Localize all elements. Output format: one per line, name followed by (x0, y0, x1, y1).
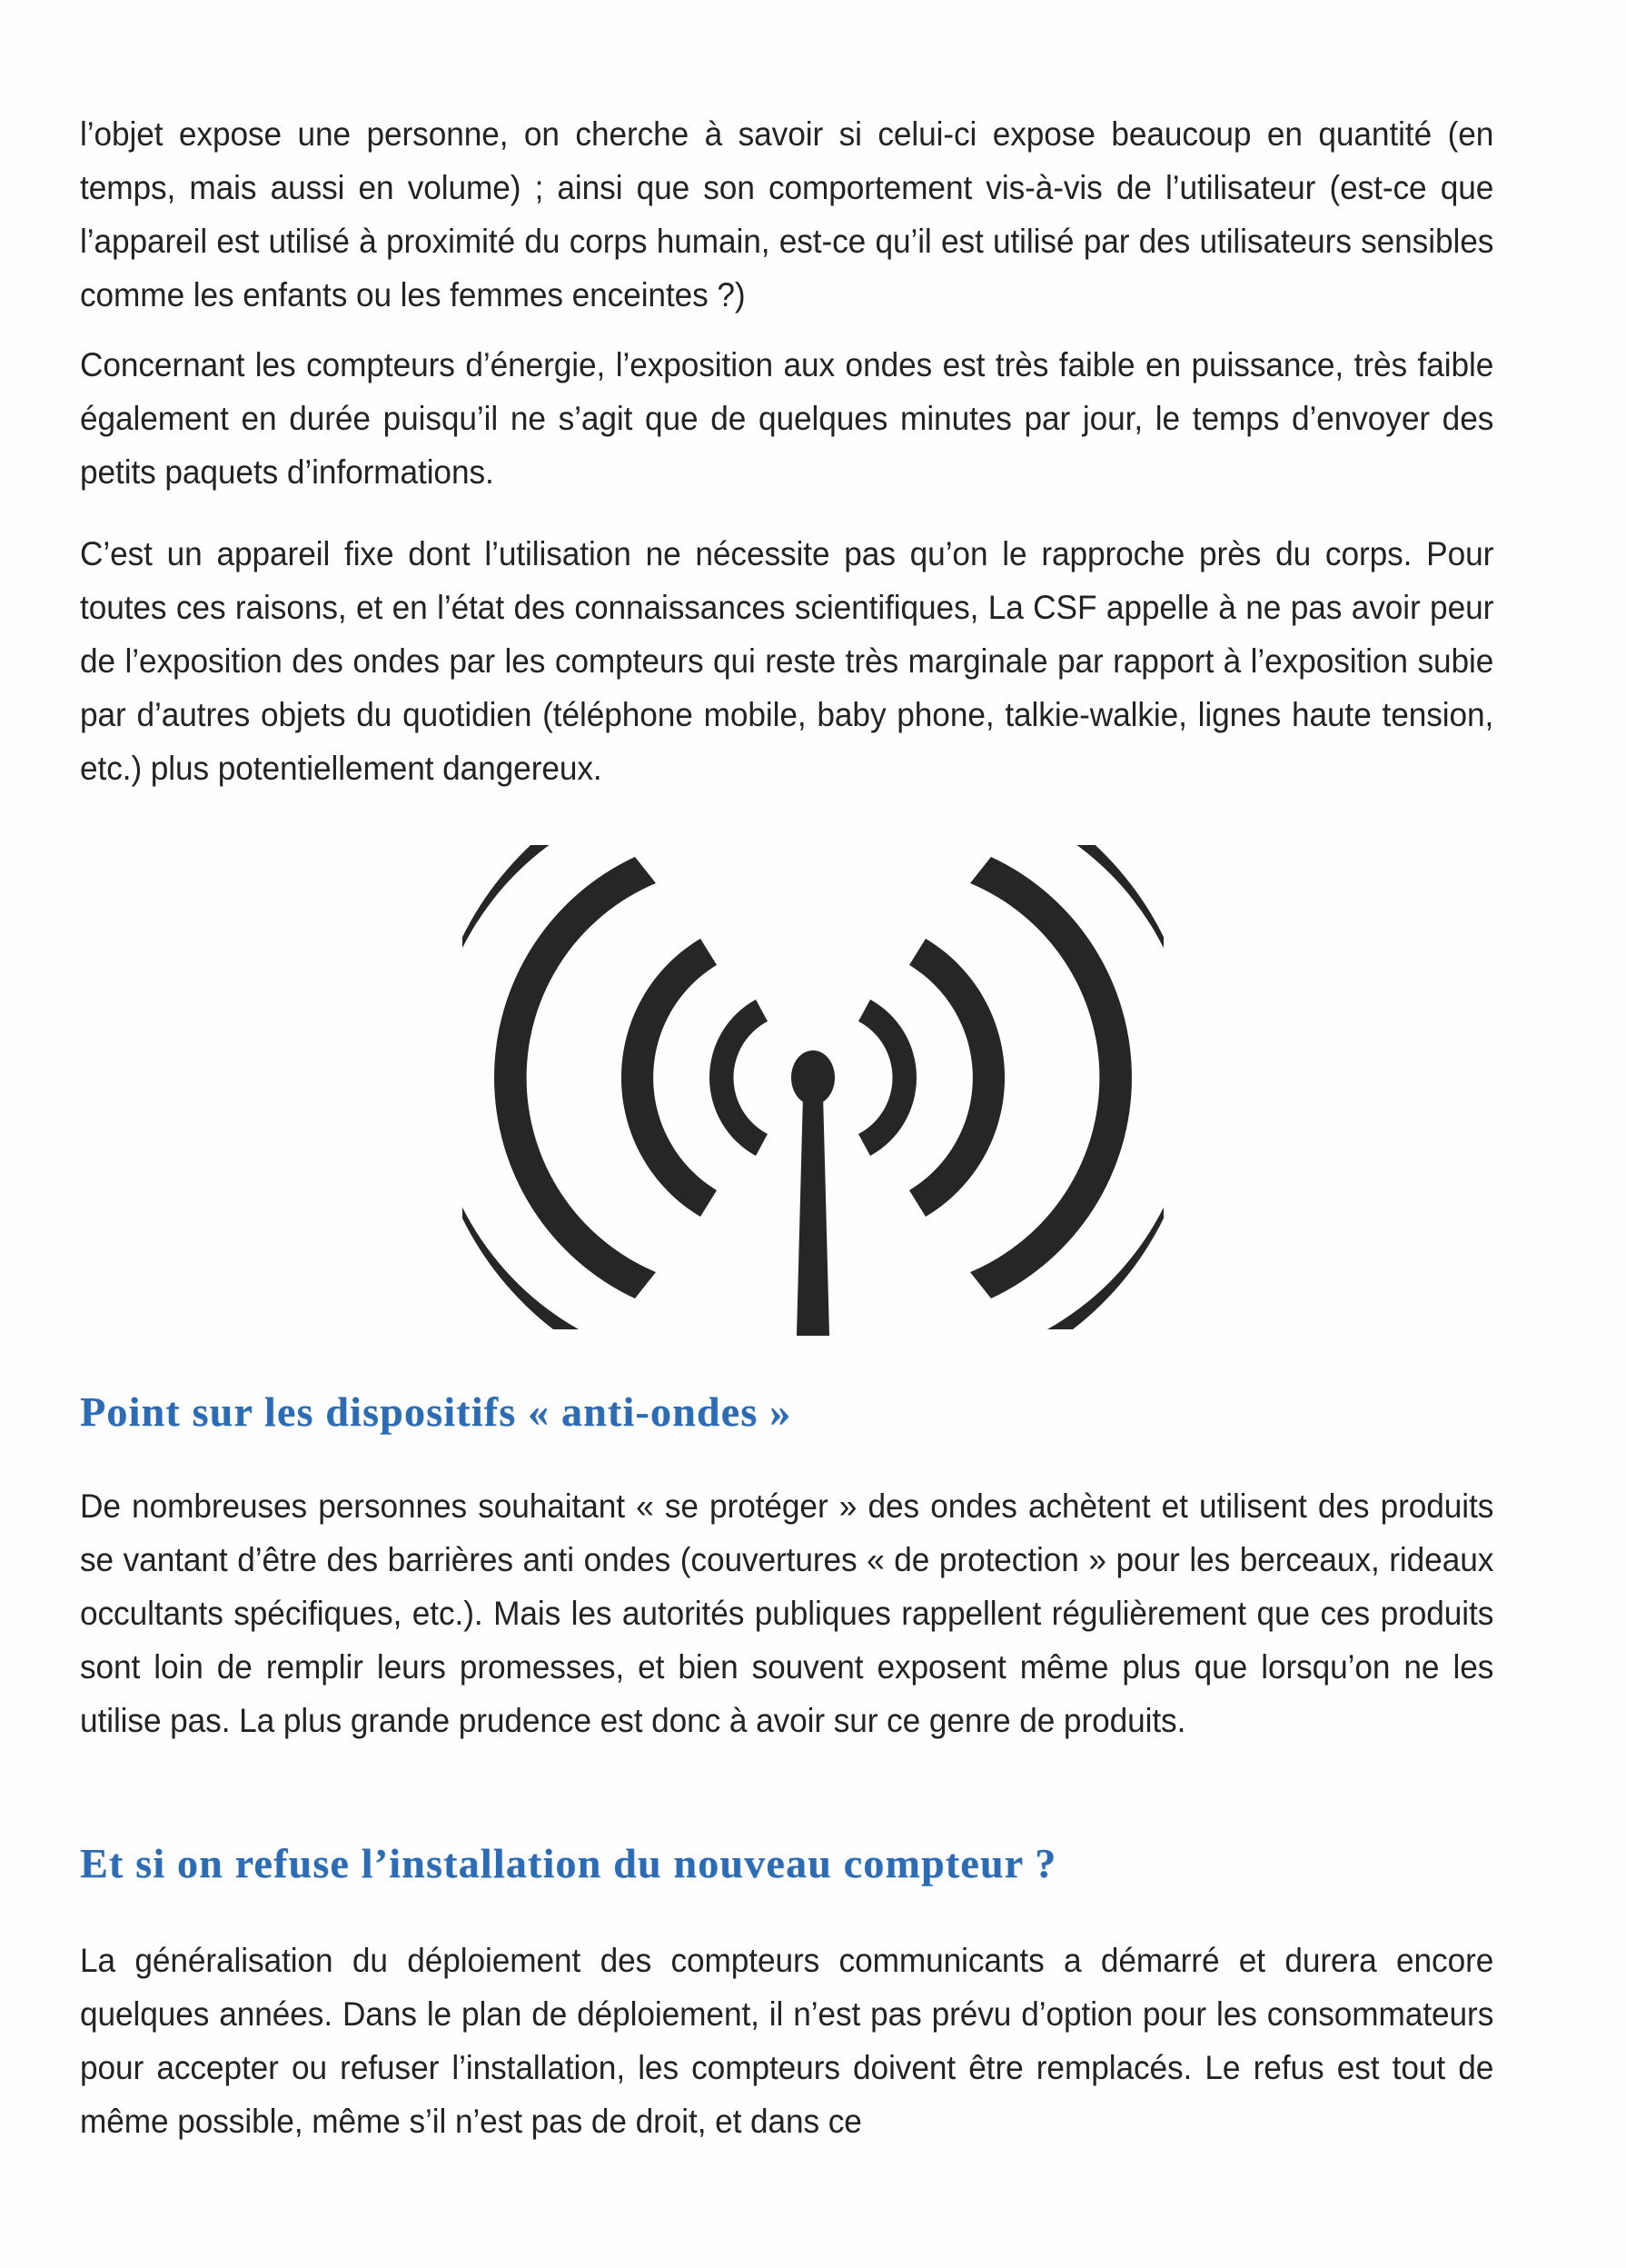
radio-wave-antenna-icon (462, 845, 1164, 1343)
section-heading-refus-installation: Et si on refuse l’installation du nouveau compteur ? (80, 1840, 1057, 1886)
paragraph-text: La généralisation du déploiement des compteurs communicants a démarré et durera encore quelques années. Dans le plan de déploiement, il n’est pas prévu d’option pour les consommateurs pour accepter ou refuser l’installation, les compteurs doivent être remplacés. Le refus est tout de même possible, même s’il n’est pas de droit, et dans ce (80, 1941, 1494, 2140)
section-heading-anti-ondes: Point sur les dispositifs « anti-ondes » (80, 1388, 792, 1435)
paragraph-text: De nombreuses personnes souhaitant « se protéger » des ondes achètent et utilisent des produits se vantant d’être des barrières anti ondes (couvertures « de protection » pour les berceaux, rideaux occultants spécifiques, etc.). Mais les autorités publiques rappellent régulièrement que ces produits sont loin de remplir leurs promesses, et bien souvent exposent même plus que lorsqu’on ne les utilise pas. La plus grande prudence est donc à avoir sur ce genre de produits. (80, 1487, 1494, 1739)
wave-arc-second-right (909, 939, 1005, 1217)
paragraph-block-1 (80, 107, 1493, 358)
wave-arc-second-left (621, 939, 717, 1217)
paragraph-block-5 (80, 1934, 1493, 2148)
wave-arc-inner-left (709, 1000, 768, 1156)
figure-radio-waves (0, 845, 1626, 1348)
paragraph-text: l’objet expose une personne, on cherche à savoir si celui-ci expose beaucoup en quantité (en temps, mais aussi en volume) ; ainsi que son comportement vis-à-vis de l’utilisateur (est-ce que l’appareil est utilisé à proximité du corps humain, est-ce qu’il est utilisé par des utilisateurs sensibles comme les enfants ou les femmes enceintes ?) (80, 114, 1494, 313)
antenna-mast (797, 1094, 829, 1336)
paragraph-block-3 (80, 527, 1493, 831)
wave-arc-inner-right (858, 1000, 917, 1156)
paragraph-block-2 (80, 338, 1493, 535)
section-heading-block-1 (80, 1386, 1493, 1438)
paragraph-block-4 (80, 1479, 1493, 1784)
section-heading-block-2 (80, 1837, 1493, 1890)
paragraph-text: C’est un appareil fixe dont l’utilisation ne nécessite pas qu’on le rapproche près du corps. Pour toutes ces raisons, et en l’état des connaissances scientifiques, La CSF appelle à ne pas avoir peur de l’exposition des ondes par les compteurs qui reste très marginale par rapport à l’exposition subie par d’autres objets du quotidien (téléphone mobile, baby phone, talkie-walkie, lignes haute tension, etc.) plus potentiellement dangereux. (80, 534, 1494, 787)
paragraph-text: Concernant les compteurs d’énergie, l’exposition aux ondes est très faible en puissance, très faible également en durée puisqu’il ne s’agit que de quelques minutes par jour, le temps d’envoyer des petits paquets d’informations. (80, 345, 1494, 491)
